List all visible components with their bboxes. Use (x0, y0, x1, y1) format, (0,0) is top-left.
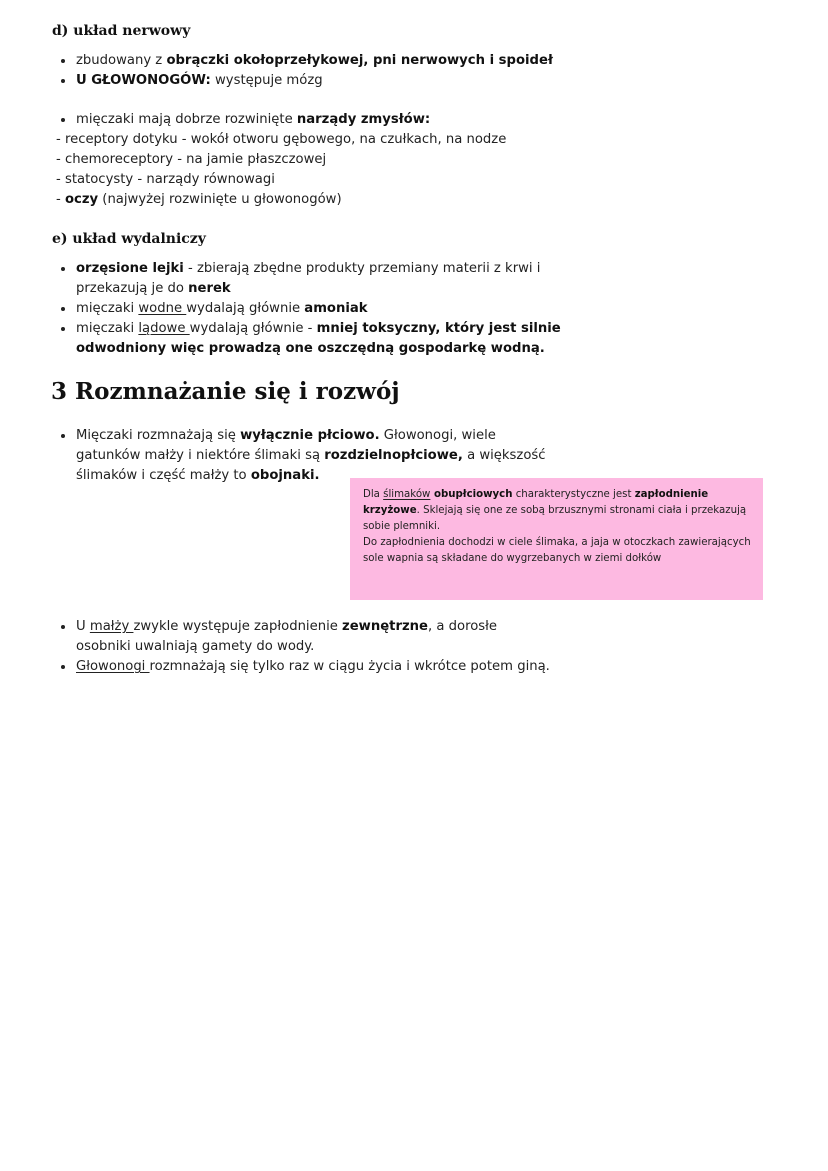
senses-line: - receptory dotyku - wokół otworu gębowego, na czułkach, na nodze (56, 132, 507, 147)
list-item: U GŁOWONOGÓW: występuje mózg (52, 71, 612, 91)
list-item: Głowonogi rozmnażają się tylko raz w ciągu życia i wkrótce potem giną. (52, 657, 552, 677)
highlighted-note (350, 478, 763, 600)
list-item: U małży zwykle występuje zapłodnienie zewnętrzne, a dorosłe osobniki uwalniają gamety do wody. (52, 617, 552, 657)
list-item: mięczaki wodne wydalają głównie amoniak (52, 299, 562, 319)
excretory-list (52, 259, 562, 359)
reproduction-list (52, 426, 562, 486)
reproduction-list-2 (52, 617, 552, 677)
list-item: Mięczaki rozmnażają się wyłącznie płciowo. Głowonogi, wiele gatunków małży i niektóre ślimaki są rozdzielnopłciowe, a większość ślimaków i część małży to obojnaki. (52, 426, 562, 486)
heading-reproduction: 3 Rozmnażanie się i rozwój (51, 378, 400, 405)
senses-list (52, 110, 612, 130)
note-paragraph: Dla ślimaków obupłciowych charakterystyczne jest zapłodnienie krzyżowe. Sklejają się one ze sobą brzusznymi stronami ciała i przekazują sobie plemniki. (363, 489, 747, 532)
senses-line: - chemoreceptory - na jamie płaszczowej (56, 152, 327, 167)
list-item: orzęsione lejki - zbierają zbędne produkty przemiany materii z krwi i przekazują je do nerek (52, 259, 562, 299)
senses-line: - statocysty - narządy równowagi (56, 172, 275, 187)
list-item: mięczaki mają dobrze rozwinięte narządy zmysłów: (52, 110, 612, 130)
list-item: zbudowany z obrączki okołoprzełykowej, pni nerwowych i spoideł (52, 51, 612, 71)
senses-line: - oczy (najwyżej rozwinięte u głowonogów) (56, 192, 342, 207)
nervous-system-list (52, 51, 612, 91)
list-item: mięczaki lądowe wydalają głównie - mniej toksyczny, który jest silnie odwodniony więc prowadzą one oszczędną gospodarkę wodną. (52, 319, 562, 359)
note-paragraph: Do zapłodnienia dochodzi w ciele ślimaka, a jaja w otoczkach zawierających sole wapnia są składane do wygrzebanych w ziemi dołków (363, 537, 751, 564)
heading-excretory-system: e) układ wydalniczy (52, 231, 206, 247)
heading-nervous-system: d) układ nerwowy (52, 23, 191, 39)
